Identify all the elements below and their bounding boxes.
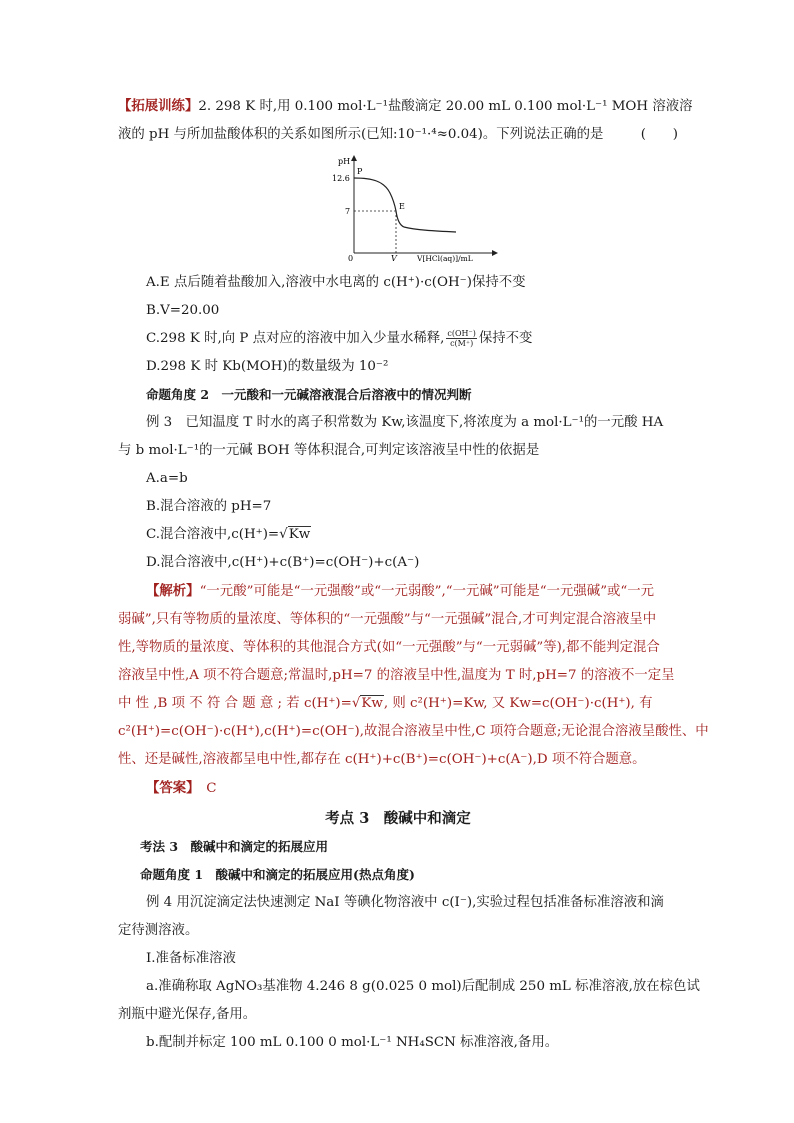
ex3-option-a: A.a=b xyxy=(146,471,188,486)
method-3-heading: 考法 3 酸碱中和滴定的拓展应用 xyxy=(140,839,329,854)
angle-1-heading: 命题角度 1 酸碱中和滴定的拓展应用(热点角度) xyxy=(140,867,415,882)
analysis-line-4: 溶液呈中性,A 项不符合题意;常温时,pH=7 的溶液呈中性,温度为 T 时,pH=7 的溶液不一定呈 xyxy=(118,668,675,683)
titration-curve-figure xyxy=(324,153,504,263)
question-2-line-1: 【拓展训练】2. 298 K 时,用 0.100 mol·L⁻¹盐酸滴定 20.00 mL 0.100 mol·L⁻¹ MOH 溶液溶 xyxy=(118,98,693,114)
titration-curve-svg xyxy=(324,153,504,263)
analysis-block xyxy=(118,577,709,803)
analysis-line-3: 性,等物质的量浓度、等体积的其他混合方式(如“一元强酸”与“一元弱碱”等),都不能判定混合 xyxy=(118,640,660,655)
question-2-line-2: 液的 pH 与所加盐酸体积的关系如图所示(已知:10⁻¹·⁴≈0.04)。下列说法正确的是 ( ) xyxy=(118,121,678,149)
analysis-line-2: 弱碱”,只有等物质的量浓度、等体积的“一元强酸”与“一元强碱”混合,才可判定混合溶液呈中 xyxy=(118,612,657,627)
titration-curve-path xyxy=(354,178,456,232)
ratio-fraction: $\frac{c(OH^-)}{c(M^+)}$ xyxy=(447,329,476,348)
q2-option-a: A.E 点后随着盐酸加入,溶液中水电离的 c(H⁺)·c(OH⁻)保持不变 xyxy=(146,275,526,290)
y-axis-label: pH xyxy=(338,157,351,166)
step-a-line-1: a.准确称取 AgNO₃基准物 4.246 8 g(0.025 0 mol)后配制成 250 mL 标准溶液,放在棕色试 xyxy=(146,979,700,994)
ex3-option-c: C.混合溶液中,c(H⁺)=√Kw xyxy=(146,527,311,542)
point-p-label: P xyxy=(357,167,363,176)
analysis-line-1: 【解析】“一元酸”可能是“一元强酸”或“一元弱酸”,“一元碱”可能是“一元强碱”或“一元 xyxy=(146,583,655,599)
answer-value: C xyxy=(206,781,217,796)
step-b-line-1: b.配制并标定 100 mL 0.100 0 mol·L⁻¹ NH₄SCN 标准溶液,备用。 xyxy=(146,1035,559,1050)
q2-option-c: C.298 K 时,向 P 点对应的溶液中加入少量水稀释, $\frac{c(OH^-)}{c(M^+)}$ 保持不变 xyxy=(146,329,533,348)
analysis-line-7: 性、还是碱性,溶液都呈电中性,都存在 c(H⁺)+c(B⁺)=c(OH⁻)+c(A⁻),D 项不符合题意。 xyxy=(118,752,646,767)
y-tick-12-6: 12.6 xyxy=(332,174,350,183)
point-e-label: E xyxy=(399,202,405,211)
y-tick-7: 7 xyxy=(345,207,351,216)
analysis-tag: 【解析】 xyxy=(146,583,200,599)
section-title: 考点 3 酸碱中和滴定 xyxy=(325,810,471,827)
sqrt-kw: √Kw xyxy=(279,527,311,542)
example-3-line-1: 例 3 已知温度 T 时水的离子积常数为 Kw,该温度下,将浓度为 a mol·L⁻¹的一元酸 HA xyxy=(146,415,664,430)
extension-training-tag: 【拓展训练】 xyxy=(118,98,199,114)
part-1-heading: Ⅰ.准备标准溶液 xyxy=(146,951,236,966)
x-axis-label: V[HCl(aq)]/mL xyxy=(417,254,473,263)
example-3-line-2: 与 b mol·L⁻¹的一元碱 BOH 等体积混合,可判定该溶液呈中性的依据是 xyxy=(118,443,540,458)
example-4-line-2: 定待测溶液。 xyxy=(118,923,199,938)
origin-label: 0 xyxy=(348,254,354,263)
answer-bracket: ( ) xyxy=(640,127,678,142)
analysis-line-5: 中 性 ,B 项 不 符 合 题 意 ; 若 c(H⁺)=√Kw, 则 c²(H⁺)=Kw, 又 Kw=c(OH⁻)·c(H⁺), 有 xyxy=(118,696,653,711)
ex3-option-d: D.混合溶液中,c(H⁺)+c(B⁺)=c(OH⁻)+c(A⁻) xyxy=(146,555,420,570)
analysis-line-6: c²(H⁺)=c(OH⁻)·c(H⁺),c(H⁺)=c(OH⁻),故混合溶液呈中性,C 项符合题意;无论混合溶液呈酸性、中 xyxy=(118,724,709,739)
step-a-line-2: 剂瓶中避光保存,备用。 xyxy=(118,1007,257,1022)
sqrt-kw-analysis: √Kw xyxy=(351,696,383,711)
q2-option-b: B.V=20.00 xyxy=(146,303,220,318)
y-axis-arrow xyxy=(351,155,357,161)
answer-line xyxy=(118,774,678,803)
x-tick-v: V xyxy=(391,254,397,263)
document-page xyxy=(118,92,709,1057)
answer-tag: 【答案】 xyxy=(146,780,193,796)
x-axis-arrow xyxy=(492,250,498,256)
ex3-option-b: B.混合溶液的 pH=7 xyxy=(146,499,272,514)
example-4-line-1: 例 4 用沉淀滴定法快速测定 NaI 等碘化物溶液中 c(I⁻),实验过程包括准备标准溶液和滴 xyxy=(146,895,664,910)
angle-2-heading: 命题角度 2 一元酸和一元碱溶液混合后溶液中的情况判断 xyxy=(146,387,472,402)
q2-option-d: D.298 K 时 Kb(MOH)的数量级为 10⁻² xyxy=(146,359,389,374)
